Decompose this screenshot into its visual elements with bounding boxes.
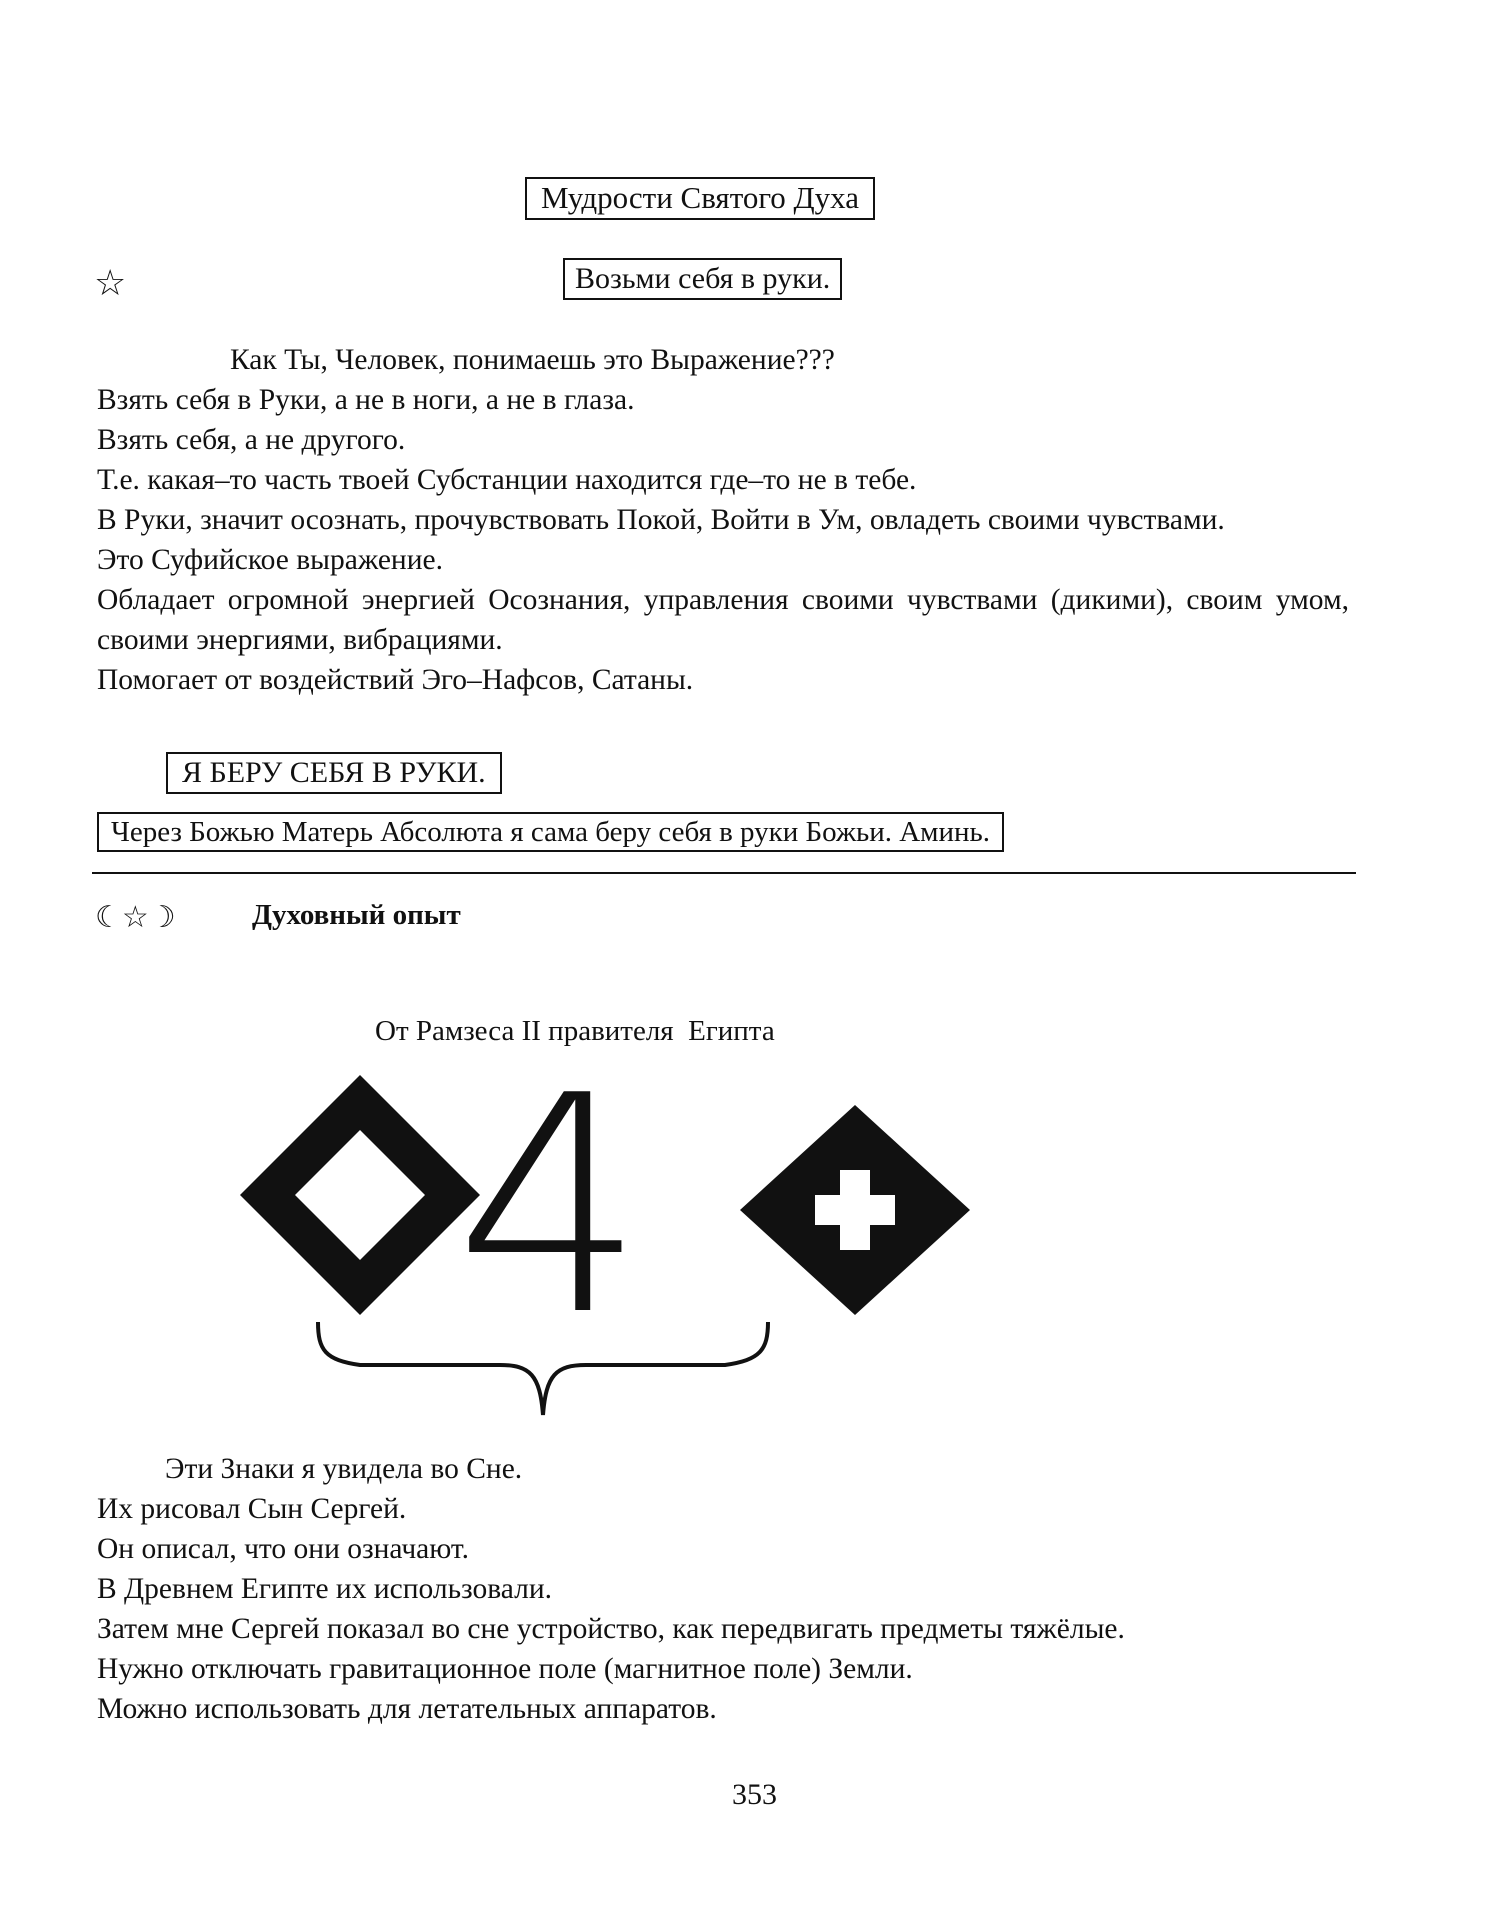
paragraph: Затем мне Сергей показал во сне устройство, как передвигать предметы тяжёлые. — [97, 1613, 1125, 1645]
paragraph: Нужно отключать гравитационное поле (магнитное поле) Земли. — [97, 1653, 913, 1685]
moon-star-icon: ☾☆☽ — [95, 901, 176, 934]
paragraph: Взять себя в Руки, а не в ноги, а не в глаза. — [97, 384, 635, 416]
section-divider — [92, 872, 1356, 874]
paragraph: Их рисовал Сын Сергей. — [97, 1493, 407, 1525]
paragraph: Т.е. какая–то часть твоей Субстанции находится где–то не в тебе. — [97, 464, 917, 496]
affirmation-box: Я БЕРУ СЕБЯ В РУКИ. — [166, 752, 502, 794]
paragraph: Взять себя, а не другого. — [97, 424, 406, 456]
diamond-outline-sign — [240, 1075, 480, 1315]
star-icon: ☆ — [94, 263, 127, 303]
paragraph: Как Ты, Человек, понимаешь это Выражение??? — [230, 344, 835, 376]
paragraph: В Древнем Египте их использовали. — [97, 1573, 553, 1605]
diamond-cross-sign — [740, 1105, 970, 1315]
page-number: 353 — [732, 1778, 777, 1811]
prayer-box: Через Божью Матерь Абсолюта я сама беру себя в руки Божьи. Аминь. — [97, 812, 1004, 852]
paragraph: Эти Знаки я увидела во Сне. — [165, 1453, 523, 1485]
figure-caption: От Рамзеса II правителя Египта — [375, 1015, 775, 1047]
section1-body — [97, 340, 1349, 700]
paragraph: В Руки, значит осознать, прочувствовать Покой, Войти в Ум, овладеть своими чувствами. — [97, 504, 1225, 536]
paragraph: Обладает огромной энергией Осознания, управления своими чувствами (дикими), своим умом, своими энергиями, вибрациями. — [97, 584, 1349, 656]
section-title: Духовный опыт — [252, 899, 461, 931]
digit-four-sign: 4 — [454, 1060, 646, 1381]
section2-body — [97, 1449, 1349, 1729]
paragraph: Это Суфийское выражение. — [97, 544, 443, 576]
egyptian-signs-figure — [230, 1060, 990, 1430]
header-box: Мудрости Святого Духа — [525, 177, 875, 220]
paragraph: Помогает от воздействий Эго–Нафсов, Сатаны. — [97, 664, 694, 696]
section-title: Возьми себя в руки. — [563, 258, 842, 300]
paragraph: Он описал, что они означают. — [97, 1533, 469, 1565]
paragraph: Можно использовать для летательных аппаратов. — [97, 1693, 717, 1725]
